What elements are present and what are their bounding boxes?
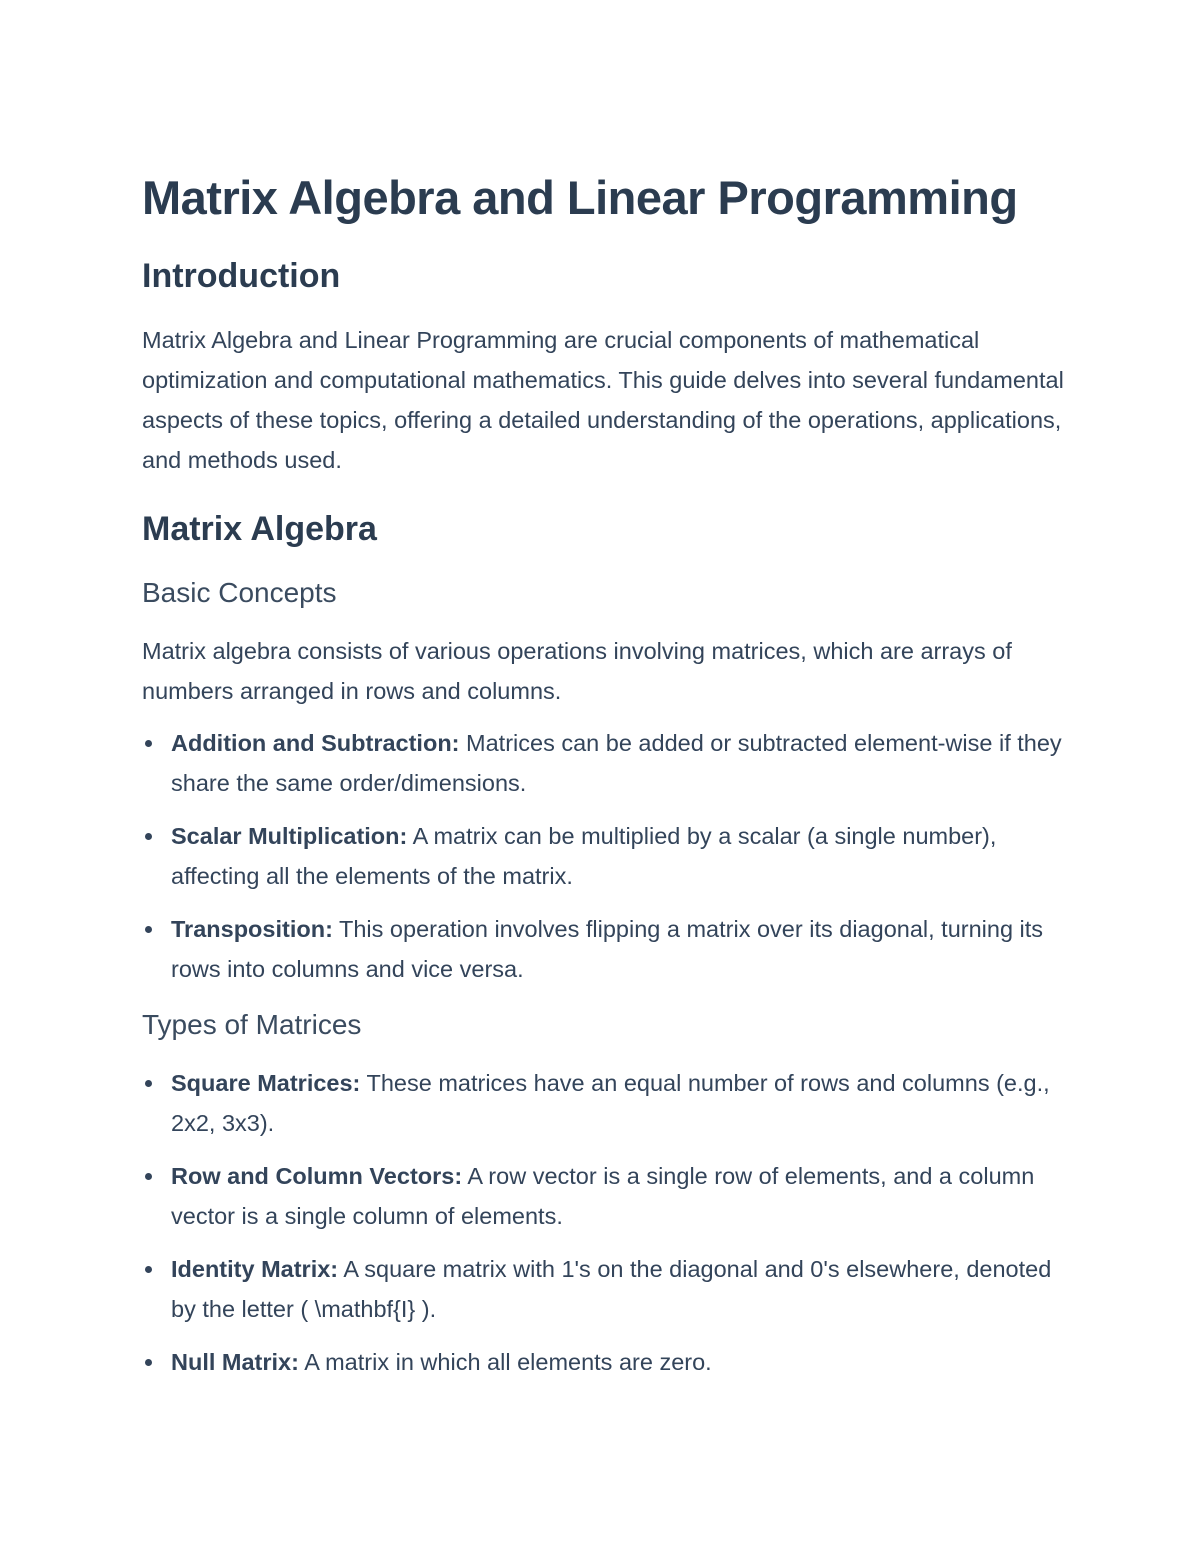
bullet-icon — [145, 740, 152, 747]
list-item-term: Row and Column Vectors: — [171, 1163, 463, 1189]
bullet-icon — [145, 833, 152, 840]
list-item-text: A matrix can be multiplied by a scalar (a single number), affecting all the elements of the matrix. — [171, 823, 997, 889]
bullet-icon — [145, 1173, 152, 1180]
introduction-heading: Introduction — [142, 257, 341, 295]
list-item-term: Addition and Subtraction: — [171, 730, 460, 756]
list-item — [142, 816, 1072, 896]
list-item-term: Square Matrices: — [171, 1070, 361, 1096]
list-item — [142, 1063, 1072, 1143]
list-item — [142, 909, 1072, 989]
list-item-term: Transposition: — [171, 916, 333, 942]
bullet-icon — [145, 1359, 152, 1366]
list-item-term: Identity Matrix: — [171, 1256, 339, 1282]
matrix-algebra-heading: Matrix Algebra — [142, 510, 377, 548]
list-item — [142, 1249, 1072, 1329]
list-item-term: Scalar Multiplication: — [171, 823, 408, 849]
bullet-icon — [145, 1080, 152, 1087]
basic-concepts-heading: Basic Concepts — [142, 577, 337, 608]
document-page — [142, 160, 1072, 1382]
document-title: Matrix Algebra and Linear Programming — [142, 171, 1018, 224]
list-item-term: Null Matrix: — [171, 1349, 299, 1375]
list-item — [142, 723, 1072, 803]
bullet-icon — [145, 926, 152, 933]
basic-concepts-list — [142, 723, 1072, 989]
list-item — [142, 1342, 1072, 1382]
introduction-paragraph: Matrix Algebra and Linear Programming are crucial components of mathematical optimization and computational mathematics. This guide delves into several fundamental aspects of these topics, offering a detailed understanding of the operations, applications, and methods used. — [142, 327, 1064, 473]
bullet-icon — [145, 1266, 152, 1273]
list-item-text: These matrices have an equal number of rows and columns (e.g., 2x2, 3x3). — [171, 1070, 1050, 1136]
list-item-text: This operation involves flipping a matrix over its diagonal, turning its rows into columns and vice versa. — [171, 916, 1044, 982]
list-item-text: A matrix in which all elements are zero. — [298, 1349, 712, 1375]
list-item-text: A square matrix with 1's on the diagonal and 0's elsewhere, denoted by the letter ( \mathbf{I} ). — [171, 1256, 1052, 1322]
list-item-text: A row vector is a single row of elements, and a column vector is a single column of elements. — [171, 1163, 1035, 1229]
types-of-matrices-heading: Types of Matrices — [142, 1009, 362, 1040]
basic-concepts-paragraph: Matrix algebra consists of various operations involving matrices, which are arrays of numbers arranged in rows and columns. — [142, 638, 1012, 704]
types-of-matrices-list — [142, 1063, 1072, 1382]
list-item — [142, 1156, 1072, 1236]
list-item-text: Matrices can be added or subtracted element-wise if they share the same order/dimensions. — [171, 730, 1062, 796]
